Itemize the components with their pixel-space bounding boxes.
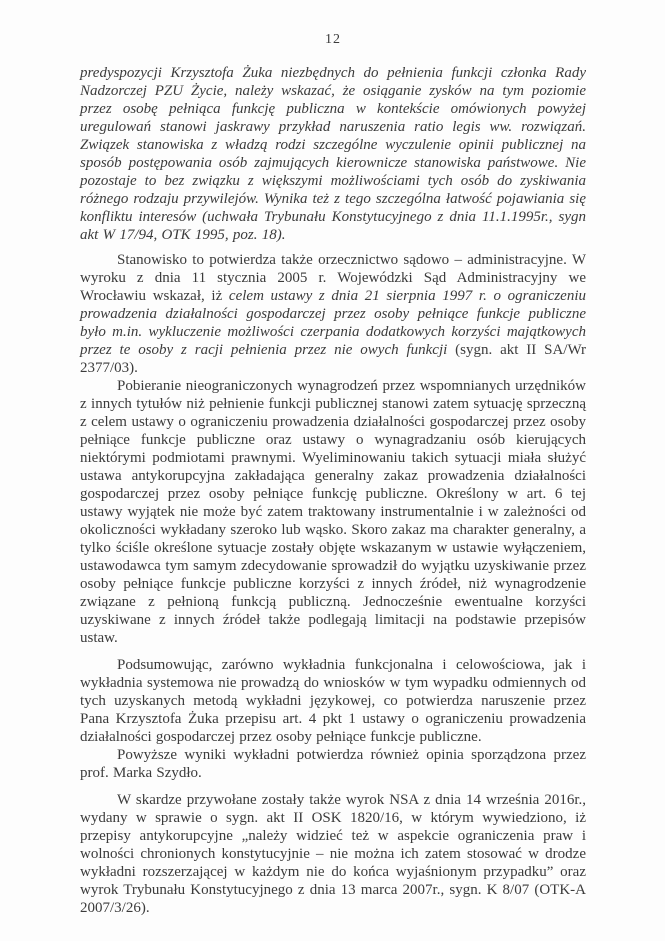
paragraph-court-ruling-quote: celem ustawy z dnia 21 sierpnia 1997 r. o ograniczeniu prowadzenia działalności gospodarczej przez osoby pełniące funkcje publiczne było m.in. wykluczenie możliwości czerpania dodatkowych korzyści majątkowych przez te osoby z racji pełnienia przez nie owych funkcji bbox=[80, 288, 586, 358]
paragraph-summary: Podsumowując, zarówno wykładnia funkcjonalna i celowościowa, jak i wykładnia systemowa nie prowadzą do wniosków w tym wypadku odmiennych od tych uzyskanych metodą wykładni językowej, co potwierdza naruszenie przez Pana Krzysztofa Żuka przepisu art. 4 pkt 1 ustawy o ograniczeniu prowadzenia działalności gospodarczej przez osoby pełniące funkcje publiczne. bbox=[80, 657, 586, 745]
paragraph-court-ruling-signature: (sygn. akt II SA/Wr 2377/03). bbox=[80, 342, 587, 376]
paragraph-court-ruling bbox=[80, 251, 586, 377]
paragraph-court-ruling-lead: Stanowisko to potwierdza także orzecznictwo sądowo – administracyjne. W wyroku z dnia 11 stycznia 2005 r. Wojewódzki Sąd Administracyjny we Wrocławiu wskazał, iż bbox=[80, 252, 586, 304]
paragraph-continuation-italic: predyspozycji Krzysztofa Żuka niezbędnych do pełnienia funkcji członka Rady Nadzorczej PZU Życie, należy wskazać, że osiąganie zysków na tym poziomie przez osobę pełniąca funkcję publiczna w kontekście omówionych powyżej uregulowań stanowi jaskrawy przykład naruszenia ratio legis ww. rozwiązań. Związek stanowiska z władzą rodzi szczególne wyczulenie opinii publicznej na sposób postępowania osób zajmujących kierownicze stanowiska państwowe. Nie pozostaje to bez związku z większymi możliwościami tych osób do zyskiwania różnego rodzaju przywilejów. Wynika też z tego szczególna łatwość pojawiania się konfliktu interesów (uchwała Trybunału Konstytucyjnego z dnia 11.1.1995r., sygn akt W 17/94, OTK 1995, poz. 18). bbox=[80, 65, 586, 243]
paragraph-expert-opinion: Powyższe wyniki wykładni potwierdza również opinia sporządzona przez prof. Marka Szydło. bbox=[80, 747, 586, 781]
paragraph-anticorruption-analysis: Pobieranie nieograniczonych wynagrodzeń przez wspomnianych urzędników z innych tytułów niż pełnienie funkcji publicznej stanowi zatem sytuację sprzeczną z celem ustawy o ograniczeniu prowadzenia działalności gospodarczej przez osoby pełniące funkcje publiczne oraz ustawy o wynagradzaniu osób kierujących niektórymi podmiotami prawnymi. Wyeliminowaniu takich sytuacji miała służyć ustawa antykorupcyjna zakładająca generalny zakaz prowadzenia działalności gospodarczej przez osoby pełniące funkcję publiczne. Określony w art. 6 tej ustawy wyjątek nie może być zatem traktowany instrumentalnie i w zależności od okoliczności wykładany szeroko lub wąsko. Skoro zakaz ma charakter generalny, a tylko ściśle określone sytuacje zostały objęte wskazanym w ustawie wyłączeniem, ustawodawca tym samym zdecydowanie sprowadził do wyjątku uzyskiwanie przez osoby pełniące funkcje publiczne korzyści z innych źródeł, niż wynagrodzenie związane z pełnioną funkcją publiczną. Jednocześnie ewentualne korzyści uzyskiwane z innych źródeł także podlegają limitacji na podstawie przepisów ustaw. bbox=[80, 378, 586, 646]
page-number: 12 bbox=[325, 32, 341, 47]
paragraph-complaint-verdicts: W skardze przywołane zostały także wyrok NSA z dnia 14 września 2016r., wydany w sprawie o sygn. akt II OSK 1820/16, w którym wywiedziono, iż przepisy antykorupcyjne „należy widzieć też w aspekcie ograniczenia praw i wolności chronionych konstytucyjnie – nie można ich zatem stosować w drodze wykładni rozszerzającej w każdym nie do końca wyjaśnionym przypadku” oraz wyrok Trybunału Konstytucyjnego z dnia 13 marca 2007r., sygn. K 8/07 (OTK-A 2007/3/26). bbox=[80, 792, 586, 916]
